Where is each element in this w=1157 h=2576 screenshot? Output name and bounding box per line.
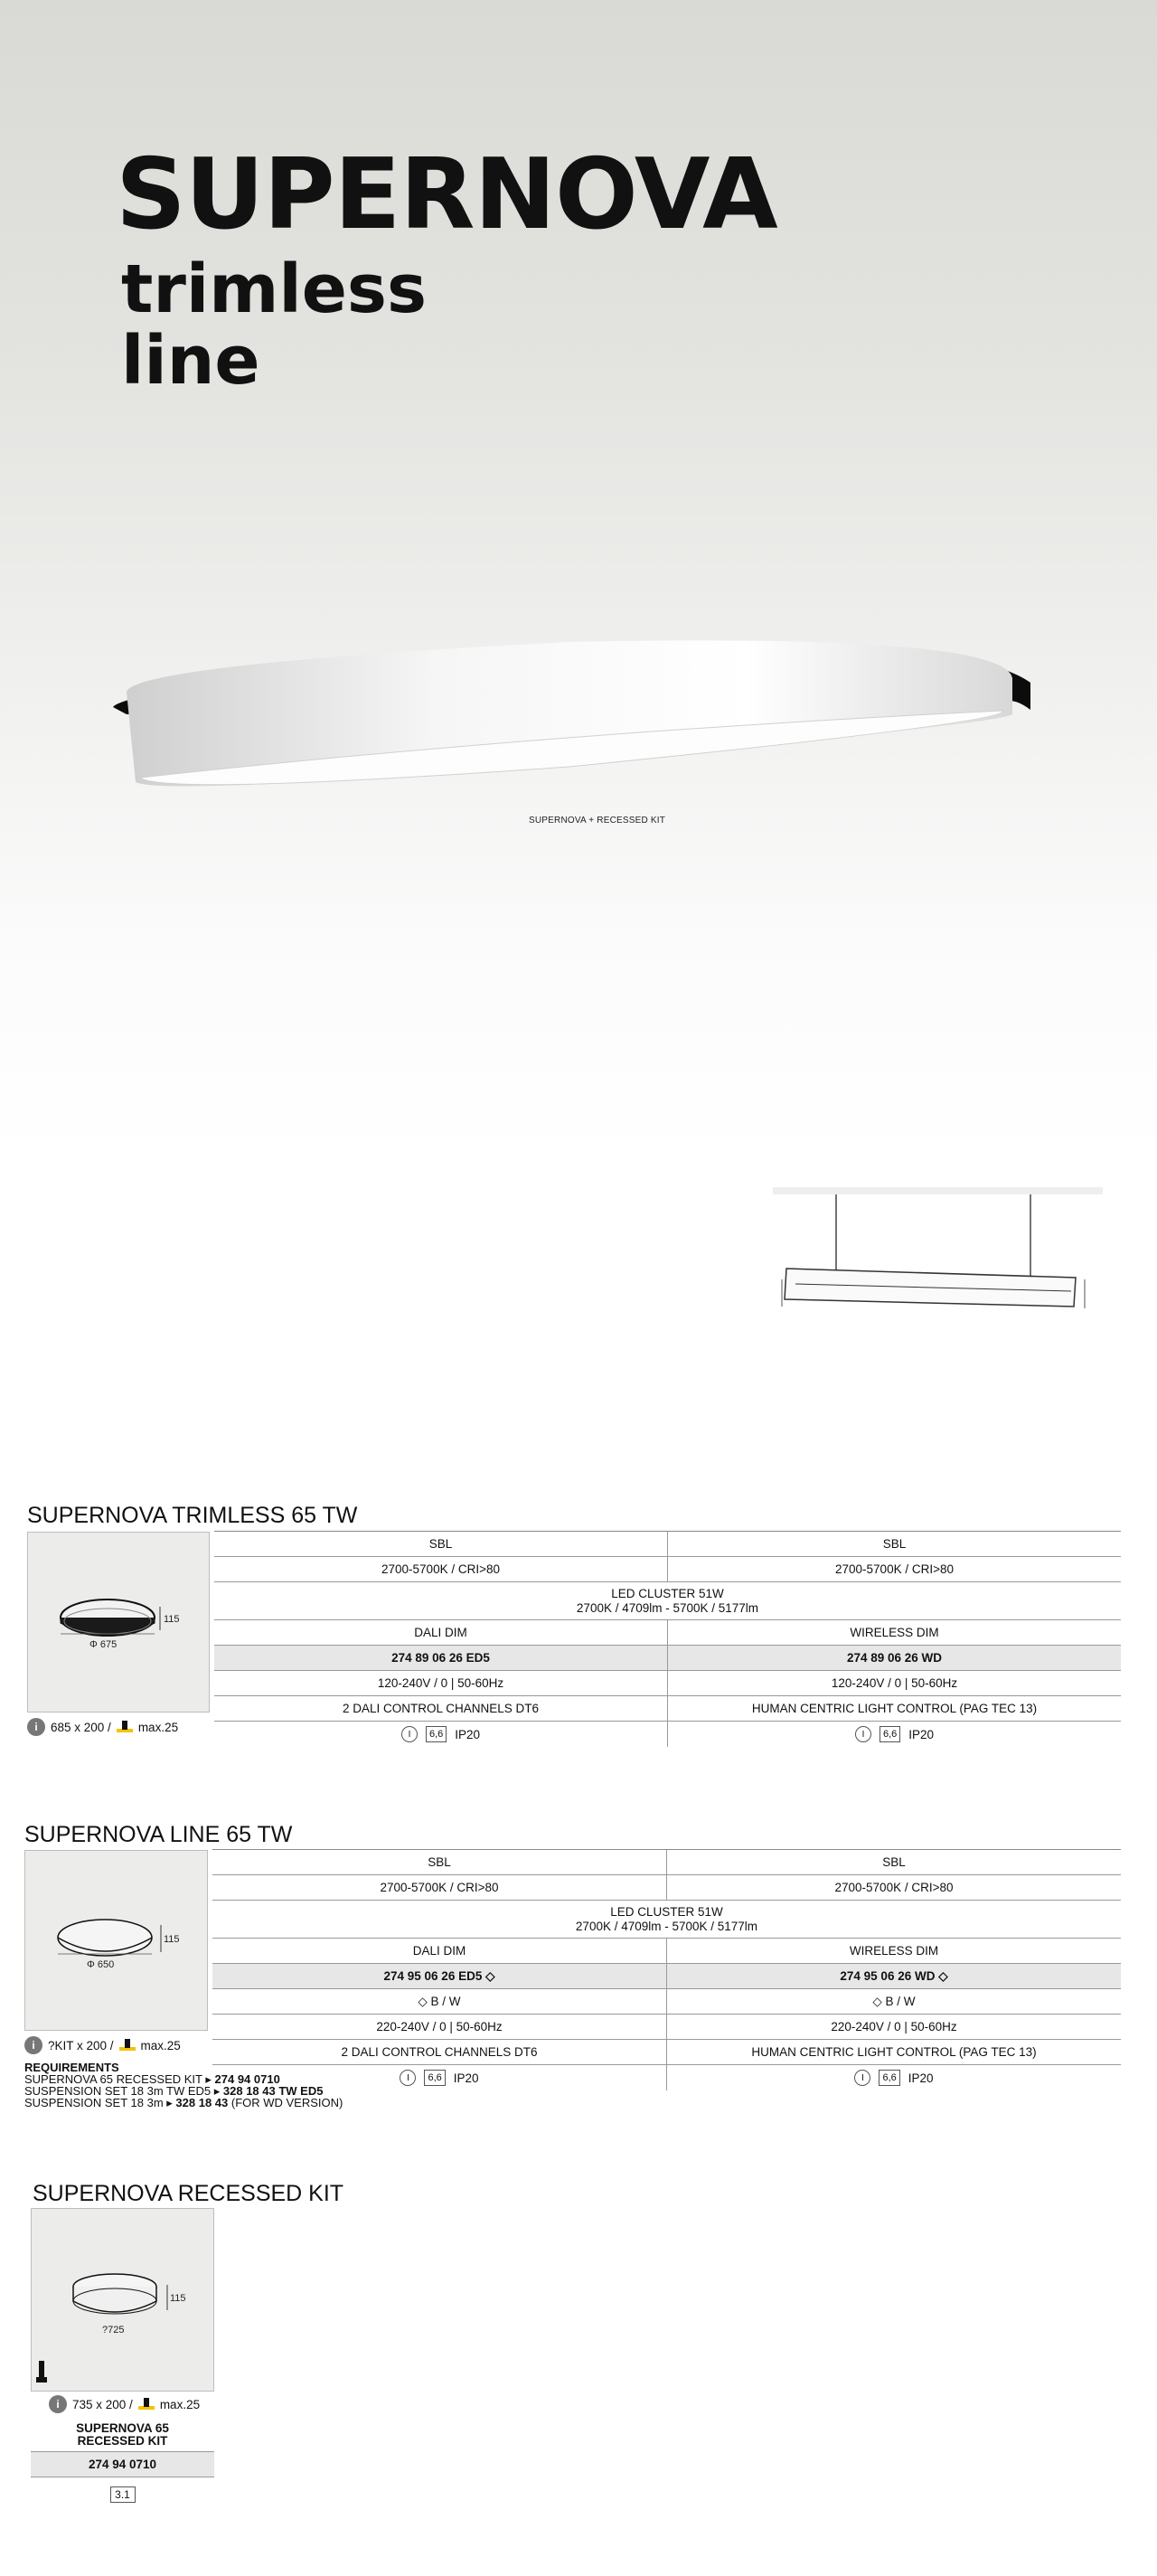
diameter-dimension: ?725 — [102, 2325, 125, 2335]
class-i-icon: I — [854, 2070, 870, 2086]
lumen-output: 2700K / 4709lm - 5700K / 5177lm — [575, 1919, 758, 1933]
kit-name-line2: RECESSED KIT — [77, 2434, 168, 2448]
max-load: max.25 — [140, 2038, 181, 2052]
dim-type: DALI DIM — [412, 1944, 466, 1958]
sbl-label: SBL — [667, 1532, 1121, 1556]
box-icon: 6,6 — [880, 1726, 900, 1742]
kit-name-line1: SUPERNOVA 65 — [76, 2421, 169, 2435]
req-code[interactable]: 274 94 0710 — [214, 2072, 280, 2086]
product-thumbnail-trimless — [27, 1532, 210, 1713]
req-note: (FOR WD VERSION) — [228, 2096, 343, 2109]
req-item: SUSPENSION SET 18 3m ▸ — [24, 2096, 176, 2109]
supernova-lamp-image — [99, 624, 1058, 814]
ip-rating-cell — [212, 2065, 666, 2090]
product-title-recessed-kit: SUPERNOVA RECESSED KIT — [33, 2181, 344, 2206]
product-thumbnail-line — [24, 1850, 208, 2031]
subtitle-line: line — [121, 322, 260, 400]
kit-name — [31, 2419, 214, 2452]
kit-badge: 3.1 — [110, 2486, 136, 2503]
req-code[interactable]: 328 18 43 — [175, 2096, 229, 2109]
voltage: 120-240V / 0 | 50-60Hz — [377, 1676, 504, 1690]
color-options: ◇ B / W — [666, 1989, 1121, 2014]
req-item: SUSPENSION SET 18 3m TW ED5 ▸ — [24, 2084, 223, 2098]
product-title-trimless: SUPERNOVA TRIMLESS 65 TW — [27, 1503, 358, 1528]
class-i-icon: I — [400, 2070, 416, 2086]
control-type: 2 DALI CONTROL CHANNELS DT6 — [342, 1702, 540, 1715]
cct-value: 2700-5700K / CRI>80 — [666, 1875, 1121, 1900]
dimensions: 685 x 200 / — [51, 1720, 111, 1734]
diameter-dimension: Φ 650 — [87, 1959, 115, 1970]
requirements-heading: REQUIREMENTS — [24, 2061, 119, 2074]
dimensions: 735 x 200 / — [72, 2397, 133, 2411]
class-i-icon: I — [401, 1726, 418, 1742]
voltage: 220-240V / 0 | 50-60Hz — [666, 2015, 1121, 2039]
kit-table — [31, 2419, 214, 2503]
product-code[interactable]: 274 89 06 26 ED5 — [391, 1651, 490, 1665]
req-item: SUPERNOVA 65 RECESSED KIT ▸ — [24, 2072, 215, 2086]
product-code[interactable]: 274 95 06 26 WD ◇ — [666, 1964, 1121, 1988]
spec-table-line — [212, 1849, 1121, 2090]
sbl-label: SBL — [428, 1537, 453, 1551]
dim-type: DALI DIM — [414, 1626, 467, 1639]
led-cluster: LED CLUSTER 51W — [611, 1586, 724, 1600]
sbl-label: SBL — [666, 1850, 1121, 1874]
recessed-kit-drawing — [32, 2209, 215, 2392]
box-icon: 6,6 — [879, 2070, 899, 2086]
hero-caption: SUPERNOVA + RECESSED KIT — [529, 816, 666, 826]
max-load: max.25 — [159, 2397, 201, 2411]
page-title: SUPERNOVA — [116, 138, 777, 251]
control-type: 2 DALI CONTROL CHANNELS DT6 — [341, 2045, 538, 2059]
dims-line-line — [24, 2036, 181, 2054]
lumen-output: 2700K / 4709lm - 5700K / 5177lm — [576, 1600, 759, 1615]
info-icon: i — [49, 2395, 67, 2413]
ip-rating-cell — [214, 1722, 667, 1747]
box-icon: 6,6 — [426, 1726, 447, 1742]
cct-value: 2700-5700K / CRI>80 — [380, 1881, 499, 1894]
sbl-label: SBL — [428, 1855, 451, 1869]
dimensions: ?KIT x 200 / — [48, 2038, 114, 2052]
height-dimension: 115 — [164, 1614, 180, 1625]
control-type: HUMAN CENTRIC LIGHT CONTROL (PAG TEC 13) — [667, 1696, 1121, 1721]
height-dimension: 115 — [170, 2293, 186, 2304]
product-code[interactable]: 274 95 06 26 ED5 ◇ — [383, 1968, 495, 1983]
led-cluster: LED CLUSTER 51W — [610, 1904, 723, 1919]
ip-rating: IP20 — [908, 2071, 934, 2085]
cct-value: 2700-5700K / CRI>80 — [667, 1557, 1121, 1581]
color-options: ◇ B / W — [418, 1994, 461, 2008]
diameter-dimension: Φ 675 — [89, 1639, 118, 1650]
pendant-diagram — [773, 1180, 1103, 1325]
trimless-drawing — [28, 1533, 211, 1713]
kit-code[interactable]: 274 94 0710 — [31, 2452, 214, 2477]
box-icon: 6,6 — [424, 2070, 445, 2086]
ip-rating: IP20 — [453, 2071, 479, 2085]
product-thumbnail-recessed-kit — [31, 2208, 214, 2392]
ceiling-install-icon — [138, 2398, 155, 2411]
line-drawing — [25, 1851, 209, 2032]
info-icon: i — [27, 1718, 45, 1736]
subtitle-trimless: trimless — [121, 250, 427, 328]
ip-rating: IP20 — [455, 1727, 481, 1741]
ceiling-install-icon — [119, 2039, 136, 2052]
max-load: max.25 — [137, 1720, 179, 1734]
cct-value: 2700-5700K / CRI>80 — [381, 1562, 500, 1576]
control-type: HUMAN CENTRIC LIGHT CONTROL (PAG TEC 13) — [666, 2040, 1121, 2064]
ip-rating-cell — [666, 2065, 1121, 2090]
height-dimension: 115 — [164, 1934, 180, 1945]
dim-type: WIRELESS DIM — [666, 1939, 1121, 1963]
voltage: 120-240V / 0 | 50-60Hz — [667, 1671, 1121, 1695]
req-code[interactable]: 328 18 43 TW ED5 — [222, 2084, 324, 2098]
ceiling-install-icon — [117, 1721, 133, 1733]
dims-line-trimless — [27, 1718, 178, 1736]
dims-line-recessed-kit — [49, 2395, 200, 2413]
product-code[interactable]: 274 89 06 26 WD — [667, 1646, 1121, 1670]
class-i-icon: I — [855, 1726, 871, 1742]
ip-rating: IP20 — [908, 1727, 935, 1741]
voltage: 220-240V / 0 | 50-60Hz — [376, 2020, 503, 2033]
dim-type: WIRELESS DIM — [667, 1620, 1121, 1645]
product-title-line: SUPERNOVA LINE 65 TW — [24, 1822, 293, 1847]
ip-rating-cell — [667, 1722, 1121, 1747]
info-icon: i — [24, 2036, 42, 2054]
spec-table-trimless — [214, 1531, 1121, 1747]
